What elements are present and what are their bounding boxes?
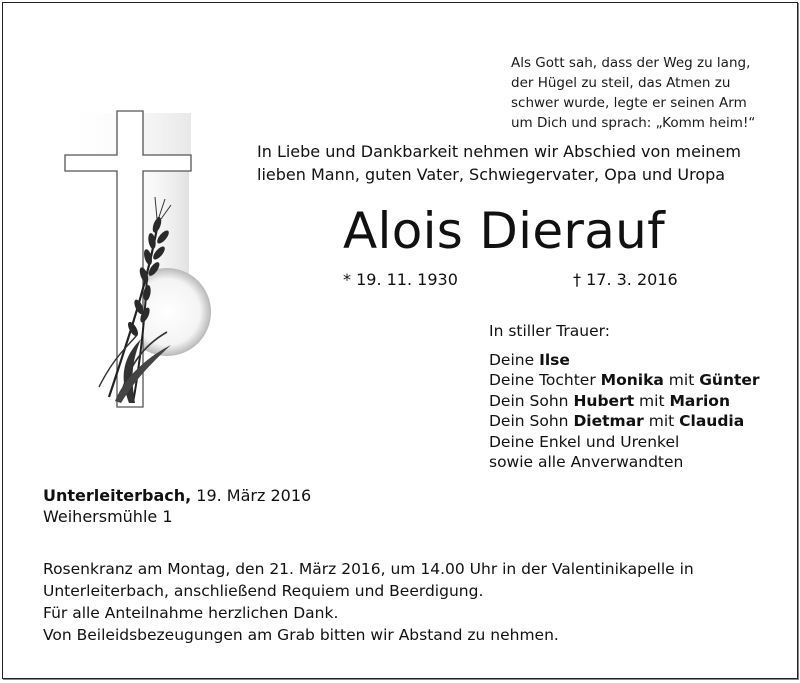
mourners-list [489,321,760,473]
poem [511,53,755,133]
partner-name: Claudia [679,412,745,430]
poem-line: schwer wurde, legte er seinen Arm [511,95,747,111]
mourner-name: Hubert [573,391,635,410]
intro-line: In Liebe und Dankbarkeit nehmen wir Abschied von meinem [257,142,741,161]
mourner-line [489,391,760,412]
mourner-line: Deine Enkel und Urenkel [489,432,680,451]
mourner-name: Dietmar [573,412,644,430]
birth-date: * 19. 11. 1930 [343,270,458,289]
relation-text: Deine Tochter [489,371,601,389]
footer-line: Für alle Anteilnahme herzlichen Dank. [43,604,339,622]
cross-with-wheat-icon [59,107,229,417]
place-and-date [43,485,311,527]
poem-line: der Hügel zu steil, das Atmen zu [511,75,731,91]
deceased-name: Alois Dierauf [343,202,666,260]
death-date: † 17. 3. 2016 [573,270,678,289]
place-line [43,485,311,506]
mourner-name: Ilse [539,350,570,369]
relation-text: Dein Sohn [489,412,574,430]
connector-text: mit [663,371,700,389]
footer-text [43,559,694,647]
footer-line: Rosenkranz am Montag, den 21. März 2016, um 14.00 Uhr in der Valentinikapelle in [43,560,694,578]
relation-text: Dein Sohn [489,391,574,410]
notice-date: 19. März 2016 [191,486,312,505]
obituary-notice [2,2,798,679]
town-name: Unterleiterbach, [43,486,192,505]
mourner-line: sowie alle Anverwandten [489,453,684,471]
intro-text [257,140,741,186]
mourner-line [489,411,760,432]
connector-text: mit [643,412,680,430]
footer-line: Von Beileidsbezeugungen am Grab bitten wir Abstand zu nehmen. [43,626,559,644]
poem-line: Als Gott sah, dass der Weg zu lang, [511,55,751,71]
address: Weihersmühle 1 [43,507,173,526]
intro-line: lieben Mann, guten Vater, Schwiegervater, Opa und Uropa [257,165,726,184]
partner-name: Marion [669,391,730,410]
partner-name: Günter [699,371,760,389]
mourner-name: Monika [600,371,664,389]
footer-line: Unterleiterbach, anschließend Requiem und Beerdigung. [43,582,484,600]
connector-text: mit [634,391,670,410]
mourner-line [489,370,760,391]
mourner-line [489,350,760,371]
relation-text: Deine [489,350,540,369]
mourners-heading: In stiller Trauer: [489,322,610,340]
poem-line: um Dich und sprach: „Komm heim!“ [511,115,756,131]
